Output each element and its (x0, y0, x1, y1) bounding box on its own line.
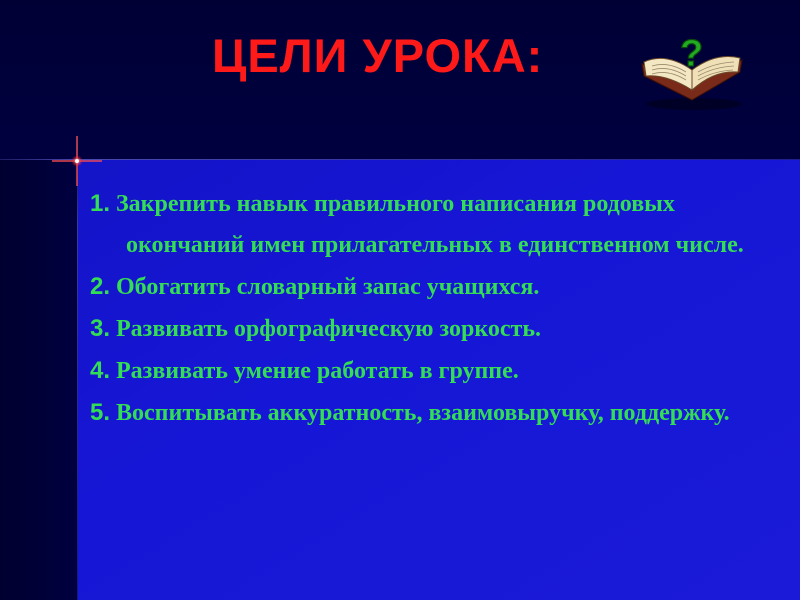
sparkle-icon (52, 136, 102, 186)
goal-item: 5. Воспитывать аккуратность, взаимовыручку, поддержку. (90, 399, 730, 426)
goal-item: 2. Обогатить словарный запас учащихся. (90, 273, 540, 300)
vertical-divider (77, 130, 78, 600)
left-strip (0, 160, 78, 600)
goals-list (90, 183, 790, 434)
slide-title: ЦЕЛИ УРОКА: (212, 29, 544, 82)
book-question-icon (636, 30, 748, 112)
goal-item: 3. Развивать орфографическую зоркость. (90, 315, 542, 342)
goal-item: 1. Закрепить навык правильного написания родовых окончаний имен прилагательных в единственном числе. (90, 190, 744, 258)
svg-text:?: ? (680, 33, 704, 75)
goal-item: 4. Развивать умение работать в группе. (90, 357, 519, 384)
horizontal-divider (0, 159, 800, 160)
